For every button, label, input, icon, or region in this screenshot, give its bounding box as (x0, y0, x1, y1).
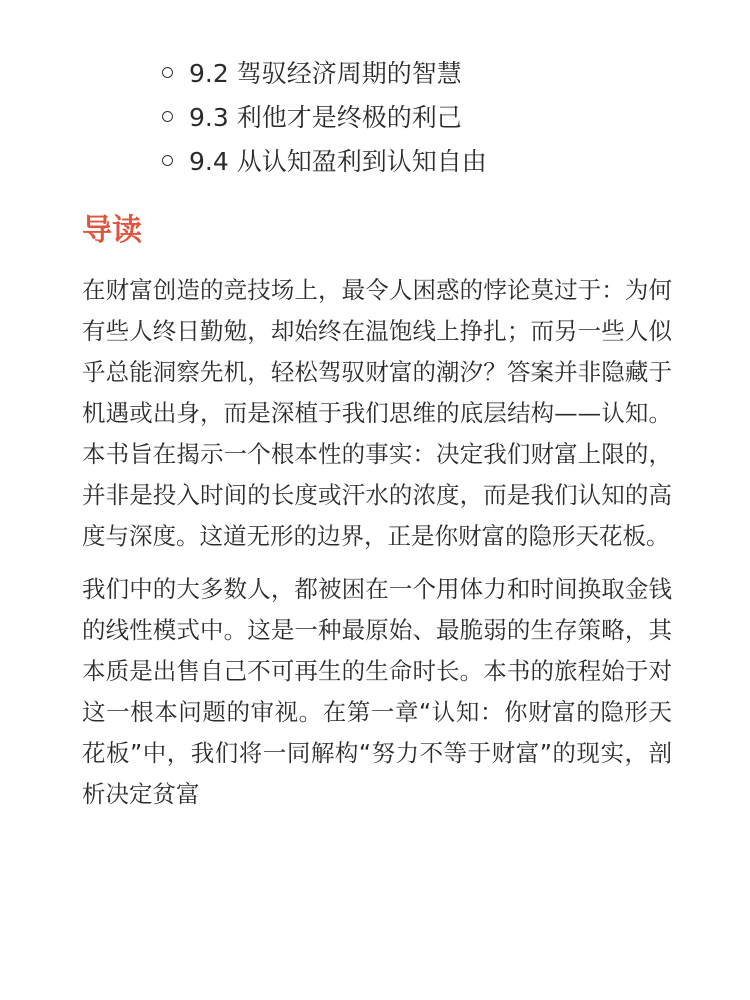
hollow-circle-bullet-icon (162, 111, 173, 122)
body-paragraph-2: 我们中的大多数人，都被困在一个用体力和时间换取金钱的线性模式中。这是一种最原始、最脆弱的生存策略，其本质是出售自己不可再生的生命时长。本书的旅程始于对这一根本问题的审视。在第一章“认知：你财富的隐形天花板”中，我们将一同解构“努力不等于财富”的现实，剖析决定贫富 (82, 575, 672, 808)
table-of-contents (162, 50, 722, 182)
body-paragraph-1: 在财富创造的竞技场上，最令人困惑的悖论莫过于：为何有些人终日勤勉，却始终在温饱线上挣扎；而另一些人似乎总能洞察先机，轻松驾驭财富的潮汐？答案并非隐藏于机遇或出身，而是深植于我们思维的底层结构——认知。本书旨在揭示一个根本性的事实：决定我们财富上限的，并非是投入时间的长度或汗水的浓度，而是我们认知的高度与深度。这道无形的边界，正是你财富的隐形天花板。 (82, 276, 672, 550)
toc-item-label: 9.4 从认知盈利到认知自由 (189, 147, 487, 176)
section-heading: 导读 (82, 213, 142, 248)
section-body (82, 270, 672, 827)
toc-item-9-4[interactable] (162, 138, 722, 182)
hollow-circle-bullet-icon (162, 155, 173, 166)
toc-item-label: 9.2 驾驭经济周期的智慧 (189, 59, 462, 88)
toc-item-label: 9.3 利他才是终极的利己 (189, 103, 462, 132)
toc-item-9-2[interactable] (162, 50, 722, 94)
hollow-circle-bullet-icon (162, 67, 173, 78)
toc-item-9-3[interactable] (162, 94, 722, 138)
